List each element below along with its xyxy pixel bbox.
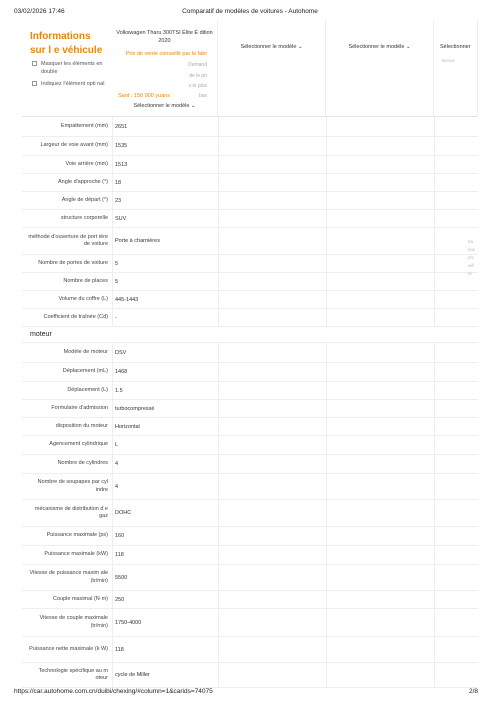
empty-cell [326,609,434,636]
empty-cell [434,474,478,499]
empty-cell [326,400,434,417]
spec-label: Technologie spécifique au m oteur [38,667,108,681]
spec-row [22,418,478,436]
spec-label: Nombre de cylindres [57,460,108,467]
select-model-dropdown[interactable] [218,44,325,50]
spec-value: 2651 [112,117,218,136]
empty-cell [326,117,434,136]
empty-cell [434,363,478,381]
optional-item-label: Indiquez l'élément opti nal [41,81,105,87]
spec-label: Nombre de soupapes par cyl indre [37,479,108,493]
spec-value: DSV [112,343,218,362]
empty-cell [326,156,434,173]
spec-label: Déplacement (mL) [62,368,108,375]
spec-value: 4 [112,474,218,499]
tooltip-fragment: el [468,271,472,276]
spec-row [22,637,478,663]
spec-value: cycle de Miller [112,663,218,687]
spec-label: méthode d'ouverture de port ière de voiture [28,233,108,247]
select-model-label: Sélectionner le modèle [240,44,297,50]
spec-label: Vitesse de couple maximale (tr/min) [39,615,108,629]
spec-value: 4 [112,455,218,473]
spec-label: Puissance maximale (kW) [44,551,108,558]
empty-cell [218,382,326,399]
spec-row [22,255,478,273]
empty-cell [434,291,478,308]
spec-row [22,156,478,174]
empty-cell [326,527,434,545]
empty-cell [218,137,326,155]
spec-row [22,400,478,418]
spec-label: Vitesse de puissance maxim ale (tr/min) [29,570,108,584]
spec-value: turbocompressé [112,400,218,417]
empty-cell [326,637,434,662]
spec-row [22,565,478,591]
empty-cell [326,474,434,499]
empty-cell [434,455,478,473]
optional-item-option[interactable] [32,80,110,88]
spec-row [22,609,478,637]
spec-row [22,137,478,156]
spec-value: 1513 [112,156,218,173]
empty-cell [218,156,326,173]
empty-cell [434,343,478,362]
hide-duplicates-option[interactable] [32,60,110,76]
spec-row [22,291,478,309]
empty-cell [218,637,326,662]
empty-cell [218,546,326,564]
chevron-down-icon: ⌄ [190,103,196,109]
spec-label: Nombre de portes de voiture [38,259,108,266]
spec-row [22,591,478,609]
spec-label: disposition du moteur [55,422,108,429]
spec-label: Volume du coffre (L) [58,295,108,302]
tooltip-fragment: ba [468,239,474,244]
spec-row [22,436,478,455]
empty-cell [434,418,478,435]
empty-cell [434,500,478,526]
empty-cell [326,291,434,308]
empty-cell [326,228,434,254]
empty-cell [326,210,434,227]
spec-row [22,273,478,291]
empty-cell [218,418,326,435]
empty-cell [218,363,326,381]
empty-cell [218,474,326,499]
spec-value: 1.5 [112,382,218,399]
empty-cell [326,455,434,473]
hide-duplicates-label: Masquer les éléments en double [41,61,103,75]
comparison-sheet [22,20,478,681]
empty-cell [326,500,434,526]
spec-value: 445-1443 [112,291,218,308]
spec-value: L [112,436,218,454]
empty-cell [218,400,326,417]
spec-value: 250 [112,591,218,608]
select-model-dropdown[interactable] [326,44,433,50]
chevron-down-icon: ⌄ [297,44,303,50]
spec-value: 1750-4000 [112,609,218,636]
empty-cell [218,527,326,545]
empty-cell [326,546,434,564]
empty-cell [434,400,478,417]
price-request-text[interactable]: bas [198,93,207,99]
truncated-tooltip-text [468,238,475,278]
spec-row [22,527,478,546]
empty-cell [326,343,434,362]
empty-cell [218,591,326,608]
print-title: Comparatif de modèles de voitures - Autohome [182,8,318,15]
spec-value: DOHC [112,500,218,526]
empty-cell [326,273,434,290]
spec-row [22,228,478,255]
model-slot-2 [218,20,326,117]
select-model-dropdown[interactable]: Sélectionner [440,44,471,50]
spec-row [22,117,478,137]
spec-row [22,343,478,363]
hide-duplicates-checkbox[interactable] [32,61,37,66]
spec-label: Puissance nette maximale (k W) [29,645,108,652]
spec-label: Déplacement (L) [67,386,108,393]
spec-label: structure corporelle [60,214,108,221]
empty-cell [434,174,478,191]
spec-value: Horizontal [112,418,218,435]
spec-row [22,474,478,500]
empty-cell [434,309,478,326]
empty-cell [434,565,478,590]
spec-value: 5 [112,255,218,272]
car-column [112,20,218,117]
spec-label: Empattement (mm) [60,122,108,129]
spec-value: - [112,309,218,326]
spec-row [22,455,478,474]
empty-cell [434,382,478,399]
print-header [14,8,486,18]
spec-row [22,500,478,527]
print-date: 03/02/2026 17:46 [14,8,65,15]
empty-cell [326,363,434,381]
empty-cell [218,455,326,473]
spec-label: Puissance maximale (ps) [46,532,108,539]
empty-cell [326,663,434,687]
spec-label: Angle d'approche (°) [57,178,108,185]
empty-cell [434,663,478,687]
empty-cell [218,273,326,290]
empty-cell [434,527,478,545]
spec-label: Voie arrière (mm) [65,160,108,167]
empty-cell [218,174,326,191]
empty-cell [218,291,326,308]
chevron-down-icon: ⌄ [405,44,411,50]
empty-cell [218,436,326,454]
empty-cell [326,436,434,454]
tooltip-fragment: d's [468,255,474,260]
spec-value: 5 [112,273,218,290]
spec-row [22,363,478,382]
section-engine-header: moteur [22,327,478,343]
spec-row [22,546,478,565]
empty-cell [434,546,478,564]
spec-row [22,382,478,400]
spec-label: Nombre de places [63,277,108,284]
empty-cell [434,609,478,636]
spec-value: 18 [112,174,218,191]
empty-cell [326,192,434,209]
spec-label: Formulaire d'admission [51,404,108,411]
empty-cell [218,210,326,227]
tooltip-fragment: (kw [468,247,475,252]
tooltip-fragment: will [468,263,475,268]
car-name[interactable]: Volkswagen Tharu 300TSI Élite É dition 2020 [116,30,213,44]
spec-value: 1535 [112,137,218,155]
spec-value: 23 [112,192,218,209]
spec-row [22,192,478,210]
vehicle-info-title: Informations sur l e véhicule [30,31,103,56]
spec-value: 118 [112,546,218,564]
empty-cell [326,174,434,191]
print-footer [14,688,486,698]
spec-label: mécanisme de distribution d e gaz [34,505,108,519]
price-request-text[interactable]: x le plus [188,83,207,89]
empty-cell [434,192,478,209]
spec-value: Porte à charnières [112,228,218,254]
empty-cell [218,228,326,254]
empty-cell [434,117,478,136]
model-slot-4 [434,20,478,117]
price-request-text[interactable]: Demand [188,62,207,68]
empty-cell [326,591,434,608]
empty-cell [434,591,478,608]
summary-panel [22,20,478,117]
select-model-label: Sélectionner le modèle [133,103,190,109]
spec-row [22,174,478,192]
spec-value: SUV [112,210,218,227]
empty-cell [434,436,478,454]
empty-cell [434,637,478,662]
spec-label: Couple maximal (N·m) [52,595,108,602]
spec-value: 160 [112,527,218,545]
print-url: https://car.autohome.com.cn/duibi/chexing/#column=1&carids=74075 [14,688,213,695]
empty-cell [326,255,434,272]
empty-cell [326,382,434,399]
spec-label: Agencement cylindrique [49,441,108,448]
empty-cell [326,565,434,590]
empty-cell [434,210,478,227]
spec-label: Largeur de voie avant (mm) [40,142,108,149]
empty-cell [326,418,434,435]
print-page-number: 2/8 [468,688,478,695]
empty-cell [218,309,326,326]
spec-label: Modèle de moteur [63,348,108,355]
empty-cell [218,500,326,526]
empty-cell [218,343,326,362]
empty-cell [434,137,478,155]
spec-value: 1468 [112,363,218,381]
empty-cell [218,565,326,590]
spec-label: Coefficient de traînée (Cd) [43,313,108,320]
empty-cell [434,156,478,173]
empty-cell [326,137,434,155]
optional-item-checkbox[interactable] [32,81,37,86]
spec-row [22,210,478,228]
bonus-text: Bonus [442,58,455,63]
empty-cell [326,309,434,326]
empty-cell [218,192,326,209]
used-price: Sant : 150 000 yuans [118,93,170,99]
empty-cell [218,609,326,636]
model-slot-3 [326,20,434,117]
price-request-text[interactable]: de le pri [189,73,207,79]
price-label: Prix de vente conseillé par le fabr [125,51,208,57]
spec-row [22,309,478,327]
spec-label: Angle de départ (°) [61,196,108,203]
empty-cell [218,255,326,272]
spec-value: 118 [112,637,218,662]
empty-cell [218,117,326,136]
spec-row [22,663,478,688]
select-model-dropdown[interactable] [112,103,217,109]
select-model-label: Sélectionner le modèle [348,44,405,50]
spec-value: 5500 [112,565,218,590]
empty-cell [218,663,326,687]
